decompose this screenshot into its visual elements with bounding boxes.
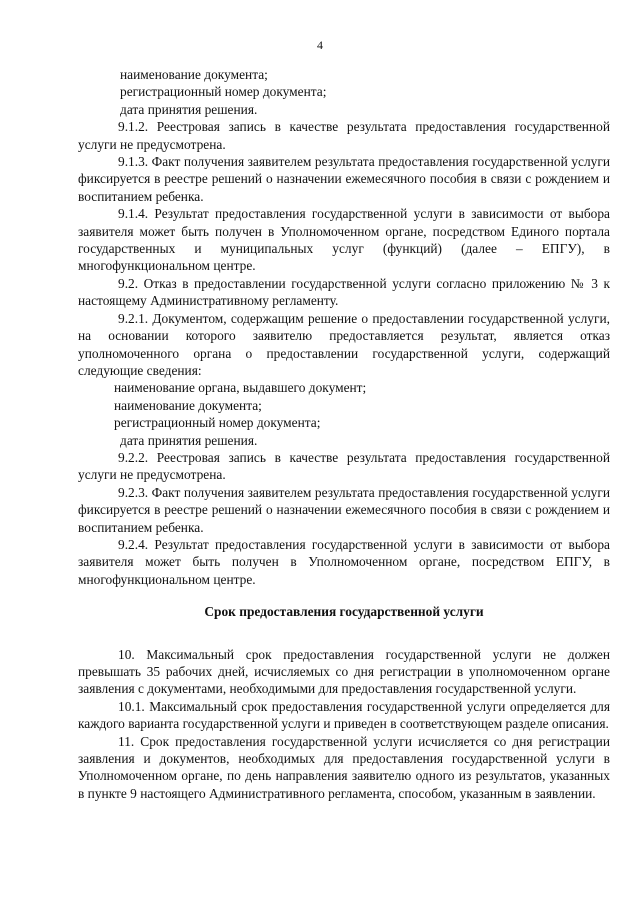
paragraph-9-2-2: 9.2.2. Реестровая запись в качестве результата предоставления государственной услуги не предусмотрена. xyxy=(78,449,610,483)
page-number: 4 xyxy=(317,38,323,52)
list-item-registration-number: регистрационный номер документа; xyxy=(120,84,327,100)
list-item-document-name: наименование документа; xyxy=(120,67,268,82)
paragraph-9-2-3: 9.2.3. Факт получения заявителем результата предоставления государственной услуги фиксируется в реестре решений о назначении ежемесячного пособия в связи с рождением и воспитанием ребенка. xyxy=(78,484,610,535)
paragraph-9-2-1: 9.2.1. Документом, содержащим решение о предоставлении государственной услуги, на основании которого заявителю предоставляется результат, является отказ уполномоченного органа о предоставлении государственной услуги, содержащий следующие сведения: xyxy=(78,310,610,378)
list-item-decision-date: дата принятия решения. xyxy=(120,101,258,117)
paragraph-9-2: 9.2. Отказ в предоставлении государственной услуги согласно приложению № 3 к настоящему Административному регламенту. xyxy=(78,275,610,309)
paragraph-11: 11. Срок предоставления государственной услуги исчисляется со дня регистрации заявления и документов, необходимых для предоставления государственной услуги в Уполномоченном органе, по день направления заявителю одного из результатов, указанных в пункте 9 настоящего Административного регламента, способом, указанным в заявлении. xyxy=(78,733,610,801)
paragraph-9-1-4: 9.1.4. Результат предоставления государственной услуги в зависимости от выбора заявителя может быть получен в Уполномоченном органе, посредством Единого портала государственных и муниципальных услуг (функций) (далее – ЕПГУ), в многофункциональном центре. xyxy=(78,206,610,274)
paragraph-9-1-2: 9.1.2. Реестровая запись в качестве результата предоставления государственной услуги не предусмотрена. xyxy=(78,119,610,152)
paragraph-9-1-3: 9.1.3. Факт получения заявителем результата предоставления государственной услуги фиксируется в реестре решений о назначении ежемесячного пособия в связи с рождением и воспитанием ребенка. xyxy=(78,154,610,204)
list-item-issuing-organ: наименование органа, выдавшего документ; xyxy=(114,380,367,396)
section-heading: Срок предоставления государственной услуги xyxy=(204,604,484,620)
paragraph-10: 10. Максимальный срок предоставления государственной услуги не должен превышать 35 рабочих дней, исчисляемых со дня регистрации в уполномоченном органе заявления с документами, необходимыми для предоставления государственной услуги. xyxy=(78,646,610,697)
paragraph-10-1: 10.1. Максимальный срок предоставления государственной услуги определяется для каждого варианта государственной услуги и приведен в соответствующем разделе описания. xyxy=(78,698,610,732)
list-item-decision-date: дата принятия решения. xyxy=(120,432,258,448)
list-item-document-name: наименование документа; xyxy=(114,397,262,413)
list-item-registration-number: регистрационный номер документа; xyxy=(114,415,321,431)
paragraph-9-2-4: 9.2.4. Результат предоставления государственной услуги в зависимости от выбора заявителя может быть получен в Уполномоченном органе, посредством ЕПГУ, в многофункциональном центре. xyxy=(78,536,610,587)
document-body xyxy=(78,66,610,802)
